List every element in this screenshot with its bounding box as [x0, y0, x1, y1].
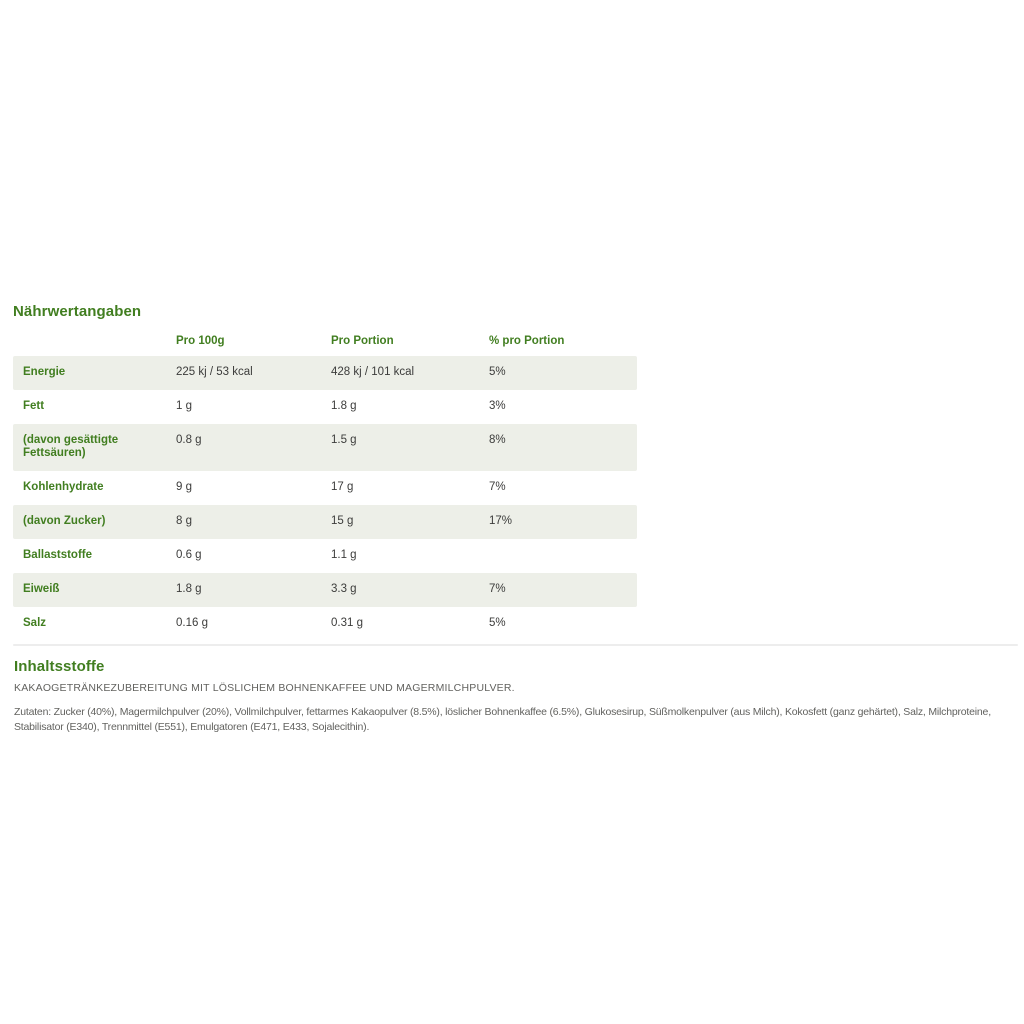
product-description: KAKAOGETRÄNKEZUBEREITUNG MIT LÖSLICHEM BOHNENKAFFEE UND MAGERMILCHPULVER.: [14, 682, 515, 694]
per-portion-value: 1.1 g: [331, 549, 357, 561]
percent-value: [489, 549, 637, 562]
per-100g-value: 8 g: [176, 515, 192, 527]
percent-value: 8%: [489, 434, 506, 446]
nutrition-table: [13, 330, 637, 641]
nutrition-table-header-row: [13, 330, 637, 356]
row-label: Eiweiß: [23, 583, 60, 595]
per-100g-value: 1.8 g: [176, 583, 202, 595]
per-portion-value: 0.31 g: [331, 617, 363, 629]
table-row-davon-zucker: [13, 505, 637, 539]
percent-value: 5%: [489, 366, 506, 378]
per-100g-value: 0.16 g: [176, 617, 208, 629]
row-label: (davon Zucker): [23, 515, 106, 527]
row-label: Salz: [23, 617, 47, 629]
ingredients-list: Zutaten: Zucker (40%), Magermilchpulver (20%), Vollmilchpulver, fettarmes Kakaopulver (8.5%), löslicher Bohnenkaffee (6.5%), Glukosesirup, Süßmolkenpulver (aus Milch), Kokosfett (ganz gehärtet), Salz, Milchproteine, Stabilisator (E340), Trennmittel (E551), Emulgatoren (E471, E433, Sojalecithin).: [14, 706, 991, 733]
table-row-salz: [13, 607, 637, 641]
percent-value: 3%: [489, 400, 506, 412]
per-portion-value: 428 kj / 101 kcal: [331, 366, 415, 378]
column-header-per-100g: Pro 100g: [176, 335, 225, 347]
per-100g-value: 9 g: [176, 481, 192, 493]
table-row-energie: [13, 356, 637, 390]
row-label: Fett: [23, 400, 45, 412]
section-divider: [13, 644, 1018, 646]
table-row-gesaettigte-fettsaeuren: [13, 424, 637, 471]
table-row-kohlenhydrate: [13, 471, 637, 505]
percent-value: 17%: [489, 515, 513, 527]
column-header-per-portion: Pro Portion: [331, 335, 394, 347]
per-100g-value: 0.6 g: [176, 549, 202, 561]
row-label: Ballaststoffe: [23, 549, 93, 561]
percent-value: 7%: [489, 583, 506, 595]
row-label: Kohlenhydrate: [23, 481, 104, 493]
row-label: (davon gesättigte Fettsäuren): [23, 434, 119, 459]
table-row-eiweiss: [13, 573, 637, 607]
table-row-ballaststoffe: [13, 539, 637, 573]
column-header-percent-per-portion: % pro Portion: [489, 335, 565, 347]
ingredients-section-title: Inhaltsstoffe: [14, 658, 105, 675]
row-label: Energie: [23, 366, 66, 378]
per-portion-value: 17 g: [331, 481, 354, 493]
per-portion-value: 1.8 g: [331, 400, 357, 412]
per-portion-value: 1.5 g: [331, 434, 357, 446]
nutrition-section-title: Nährwertangaben: [13, 303, 142, 320]
percent-value: 7%: [489, 481, 506, 493]
per-100g-value: 225 kj / 53 kcal: [176, 366, 253, 378]
per-100g-value: 0.8 g: [176, 434, 202, 446]
per-portion-value: 3.3 g: [331, 583, 357, 595]
percent-value: 5%: [489, 617, 506, 629]
ingredients-section: [14, 658, 1018, 734]
per-portion-value: 15 g: [331, 515, 354, 527]
per-100g-value: 1 g: [176, 400, 192, 412]
table-row-fett: [13, 390, 637, 424]
